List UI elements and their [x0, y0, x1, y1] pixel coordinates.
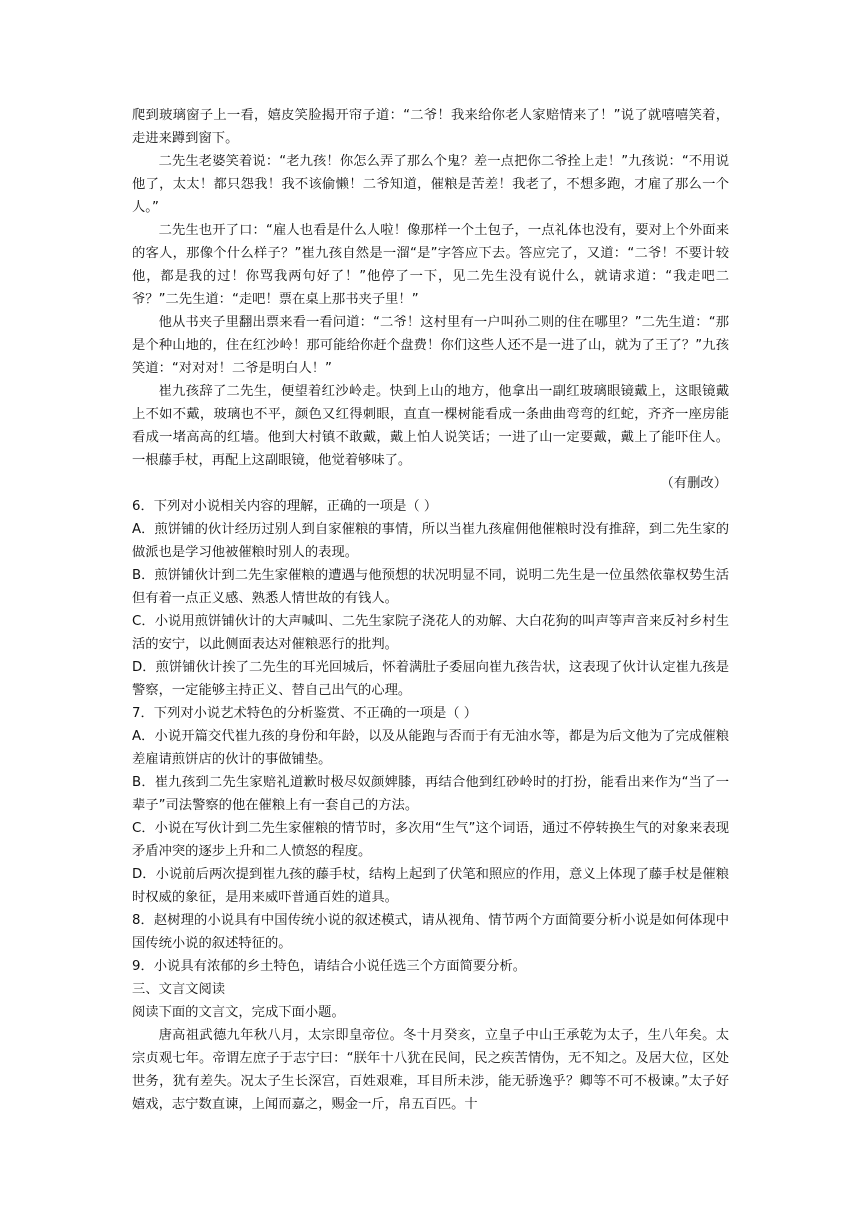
classical-paragraph: 唐高祖武德九年秋八月，太宗即皇帝位。冬十月癸亥，立皇子中山王承乾为太子，生八年矣。太宗贞观七年。帝谓左庶子于志宁曰：“朕年十八犹在民间，民之疾苦情伪，无不知之。及居大位，区处世务，犹有差失。况太子生长深宫，百姓艰难，耳目所未涉，能无骄逸乎？卿等不可不极谏。”太子好嬉戏，志宁数直谏，上闻而嘉之，赐金一斤，帛五百匹。十: [132, 1028, 729, 1112]
option-6d: D．煎饼铺伙计挨了二先生的耳光回城后，怀着满肚子委屈向崔九孩告状，这表现了伙计认定崔九孩是警察，一定能够主持正义、替自己出气的心理。: [132, 660, 729, 698]
section-instruction: 阅读下面的文言文，完成下面小题。: [132, 1005, 345, 1020]
option-6a: A．煎饼铺的伙计经历过别人到自家催粮的事情，所以当崔九孩雇佣他催粮时没有推辞，到二先生家的做派也是学习他被催粮时别人的表现。: [132, 522, 729, 560]
story-paragraph: 二先生也开了口：“雇人也看是什么人啦！像那样一个土包子，一点礼体也没有，要对上个外面来的客人，那像个什么样子？”崔九孩自然是一溜“是”字答应下去。答应完了，又道：“二爷！不要计较他，都是我的过！你骂我两句好了！”他停了一下，见二先生没有说什么，就请求道：“我走吧二爷？”二先生道：“走吧！票在桌上那书夹子里！”: [132, 223, 729, 307]
section-heading: 三、文言文阅读: [132, 982, 226, 997]
story-paragraph: 爬到玻璃窗子上一看，嬉皮笑脸揭开帘子道：“二爷！我来给你老人家赔情来了！”说了就嘻嘻笑着，走进来蹲到窗下。: [132, 108, 729, 146]
question-6: 6．下列对小说相关内容的理解，正确的一项是（ ）: [132, 499, 438, 514]
question-7: 7．下列对小说艺术特色的分析鉴赏、不正确的一项是（ ）: [132, 706, 478, 721]
option-6c: C．小说用煎饼铺伙计的大声喊叫、二先生家院子浇花人的劝解、大白花狗的叫声等声音来反衬乡村生活的安宁，以此侧面表达对催粮恶行的批判。: [132, 614, 729, 652]
option-6b: B．煎饼铺伙计到二先生家催粮的遭遇与他预想的状况明显不同，说明二先生是一位虽然依靠权势生活但有着一点正义感、熟悉人情世故的有钱人。: [132, 568, 729, 606]
story-paragraph: 他从书夹子里翻出票来看一看问道：“二爷！这村里有一户叫孙二则的住在哪里？”二先生道：“那是个种山地的，住在红沙岭！那可能给你赶个盘费！你们这些人还不是一进了山，就为了王了？”九孩笑道：“对对对！二爷是明白人！”: [132, 315, 729, 376]
question-8: 8．赵树理的小说具有中国传统小说的叙述模式，请从视角、情节两个方面简要分析小说是如何体现中国传统小说的叙述特征的。: [132, 913, 729, 951]
option-7c: C．小说在写伙计到二先生家催粮的情节时，多次用“生气”这个词语，通过不停转换生气的对象来表现矛盾冲突的逐步上升和二人愤怒的程度。: [132, 821, 729, 859]
story-paragraph: 崔九孩辞了二先生，便望着红沙岭走。快到上山的地方，他拿出一副红玻璃眼镜戴上，这眼镜戴上不如不戴，玻璃也不平，颜色又红得刺眼，直直一棵树能看成一条曲曲弯弯的红蛇，齐齐一座房能看成一堵高高的红墙。他到大村镇不敢戴，戴上怕人说笑话；一进了山一定要戴，戴上了能吓住人。一根藤手杖，再配上这副眼镜，他觉着够味了。: [132, 384, 729, 468]
document-body: [132, 104, 729, 1116]
story-paragraph: 二先生老婆笑着说：“老九孩！你怎么弄了那么个鬼？差一点把你二爷拴上走！”九孩说：“不用说他了，太太！都只怨我！我不该偷懒！二爷知道，催粮是苦差！我老了，不想多跑，才雇了那么一个人。”: [132, 154, 729, 215]
option-7a: A．小说开篇交代崔九孩的身份和年龄，以及从能跑与否而于有无油水等，都是为后文他为了完成催粮差雇请煎饼店的伙计的事做铺垫。: [132, 729, 729, 767]
source-note: （有删改）: [660, 476, 727, 491]
question-9: 9．小说具有浓郁的乡土特色，请结合小说任选三个方面简要分析。: [132, 959, 527, 974]
option-7d: D．小说前后两次提到崔九孩的藤手杖，结构上起到了伏笔和照应的作用，意义上体现了藤手杖是催粮时权威的象征，是用来威吓普通百姓的道具。: [132, 867, 729, 905]
option-7b: B．崔九孩到二先生家赔礼道歉时极尽奴颜婢膝，再结合他到红砂岭时的打扮，能看出来作为“当了一辈子”司法警察的他在催粮上有一套自己的方法。: [132, 775, 729, 813]
